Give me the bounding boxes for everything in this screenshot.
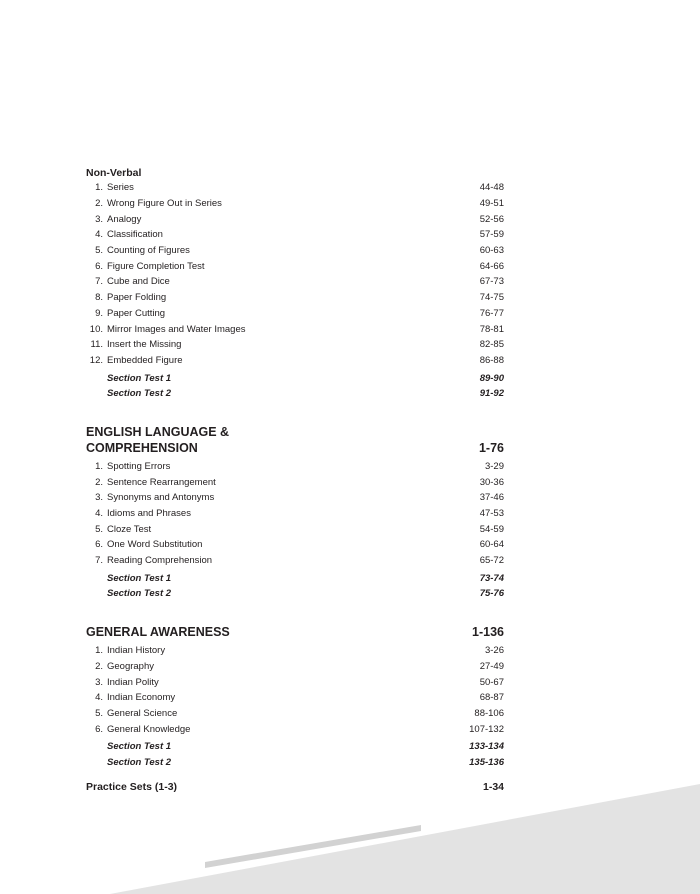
entry-pages: 82-85 xyxy=(479,339,504,351)
entry-title: Paper Folding xyxy=(107,292,167,304)
entry-pages: 76-77 xyxy=(479,307,504,319)
entry-title: Indian Economy xyxy=(107,692,176,704)
entry-number: 3. xyxy=(95,492,103,504)
entry-title: Indian History xyxy=(107,645,166,657)
entry-title: Series xyxy=(107,182,134,194)
entry-title: Paper Cutting xyxy=(107,307,166,319)
entry-pages: 44-48 xyxy=(479,182,504,194)
toc-entry xyxy=(86,706,504,722)
entry-pages: 68-87 xyxy=(479,692,504,704)
section-test-title: Section Test 2 xyxy=(107,388,172,400)
grey-band xyxy=(110,784,700,894)
section-test-pages: 135-136 xyxy=(469,756,504,768)
entry-left xyxy=(86,524,151,535)
entry-pages: 50-67 xyxy=(479,676,504,688)
entry-number: 1. xyxy=(95,182,103,194)
toc-entry xyxy=(86,459,504,475)
entry-title: Classification xyxy=(107,229,163,241)
entry-number: 5. xyxy=(95,245,103,257)
entry-left xyxy=(86,708,177,719)
section-test-title: Section Test 1 xyxy=(107,372,172,384)
entry-title: General Science xyxy=(107,707,178,719)
nonverbal-list xyxy=(86,180,504,368)
section-test-pages: 89-90 xyxy=(479,372,504,384)
entry-left xyxy=(86,555,212,566)
entry-number: 4. xyxy=(95,229,103,241)
entry-title: Indian Polity xyxy=(107,676,159,688)
section-test-entry xyxy=(86,739,504,755)
entry-number: 2. xyxy=(95,660,103,672)
entry-left xyxy=(86,276,170,287)
english-heading-text1: ENGLISH LANGUAGE & xyxy=(86,424,230,439)
entry-pages: 107-132 xyxy=(469,723,504,735)
toc-entry xyxy=(86,196,504,212)
entry-pages: 49-51 xyxy=(479,198,504,210)
entry-pages: 86-88 xyxy=(479,354,504,366)
entry-number: 1. xyxy=(95,460,103,472)
entry-number: 2. xyxy=(95,476,103,488)
general-heading-text: GENERAL AWARENESS xyxy=(86,624,230,639)
toc-entry xyxy=(86,506,504,522)
entry-left xyxy=(86,292,166,303)
toc-entry xyxy=(86,643,504,659)
entry-left xyxy=(86,198,222,209)
toc-entry xyxy=(86,337,504,353)
entry-pages: 65-72 xyxy=(479,555,504,567)
entry-number: 8. xyxy=(95,292,103,304)
section-test-pages: 75-76 xyxy=(479,588,504,600)
general-range: 1-136 xyxy=(472,624,504,639)
toc-entry xyxy=(86,553,504,569)
entry-title: General Knowledge xyxy=(107,723,191,735)
section-test-entry xyxy=(86,386,504,402)
section-test-pages: 73-74 xyxy=(479,572,504,584)
entry-left xyxy=(86,508,191,519)
section-test-entry xyxy=(86,570,504,586)
practice-title: Practice Sets (1-3) xyxy=(86,781,178,794)
entry-left xyxy=(86,461,170,472)
entry-title: Figure Completion Test xyxy=(107,260,205,272)
entry-number: 3. xyxy=(95,213,103,225)
entry-pages: 27-49 xyxy=(479,660,504,672)
toc-entry xyxy=(86,674,504,690)
entry-number: 1. xyxy=(95,645,103,657)
entry-pages: 3-26 xyxy=(484,645,504,657)
entry-left xyxy=(86,355,183,366)
entry-title: Cloze Test xyxy=(107,523,152,535)
entry-number: 9. xyxy=(95,307,103,319)
entry-number: 7. xyxy=(95,555,103,567)
entry-left xyxy=(86,339,181,350)
nonverbal-heading: Non-Verbal xyxy=(86,167,142,179)
toc-entry xyxy=(86,321,504,337)
entry-pages: 3-29 xyxy=(484,460,504,472)
entry-title: Insert the Missing xyxy=(107,339,182,351)
entry-left xyxy=(86,661,154,672)
toc-entry xyxy=(86,659,504,675)
entry-number: 10. xyxy=(89,323,103,335)
entry-left xyxy=(86,245,190,256)
entry-left xyxy=(86,214,141,225)
toc-entry xyxy=(86,258,504,274)
entry-pages: 60-64 xyxy=(479,539,504,551)
entry-title: Analogy xyxy=(107,213,142,225)
entry-number: 6. xyxy=(95,260,103,272)
entry-number: 6. xyxy=(95,539,103,551)
entry-title: Idioms and Phrases xyxy=(107,508,191,520)
toc-entry xyxy=(86,521,504,537)
toc-entry xyxy=(86,180,504,196)
toc-entry xyxy=(86,490,504,506)
entry-number: 2. xyxy=(95,198,103,210)
entry-number: 5. xyxy=(95,523,103,535)
entry-pages: 64-66 xyxy=(479,260,504,272)
entry-left xyxy=(86,261,205,272)
toc-entry xyxy=(86,721,504,737)
section-test-title: Section Test 1 xyxy=(107,572,172,584)
entry-left xyxy=(86,645,165,656)
entry-left xyxy=(86,692,175,703)
entry-left xyxy=(86,492,214,503)
entry-number: 6. xyxy=(95,723,103,735)
entry-number: 4. xyxy=(95,508,103,520)
entry-left xyxy=(86,182,134,193)
entry-pages: 88-106 xyxy=(474,707,504,719)
entry-pages: 74-75 xyxy=(479,292,504,304)
practice-sets-row xyxy=(86,781,504,793)
entry-number: 3. xyxy=(95,676,103,688)
entry-left xyxy=(86,229,163,240)
entry-pages: 30-36 xyxy=(479,476,504,488)
entry-title: Mirror Images and Water Images xyxy=(107,323,246,335)
toc-entry xyxy=(86,537,504,553)
general-list xyxy=(86,643,504,737)
section-test-pages: 91-92 xyxy=(479,388,504,400)
entry-pages: 78-81 xyxy=(479,323,504,335)
entry-title: Reading Comprehension xyxy=(107,555,213,567)
entry-title: Embedded Figure xyxy=(107,354,183,366)
section-test-entry xyxy=(86,370,504,386)
entry-pages: 54-59 xyxy=(479,523,504,535)
english-heading-text2: COMPREHENSION xyxy=(86,440,198,455)
entry-pages: 47-53 xyxy=(479,508,504,520)
toc-entry xyxy=(86,474,504,490)
english-tests xyxy=(86,570,504,601)
nonverbal-tests xyxy=(86,370,504,401)
entry-pages: 67-73 xyxy=(479,276,504,288)
entry-title: Geography xyxy=(107,660,155,672)
general-tests xyxy=(86,739,504,770)
practice-pages: 1-34 xyxy=(482,781,504,794)
entry-left xyxy=(86,724,190,735)
entry-title: Counting of Figures xyxy=(107,245,190,257)
english-heading-line2 xyxy=(86,440,504,456)
entry-number: 12. xyxy=(89,354,103,366)
entry-title: Synonyms and Antonyms xyxy=(107,492,215,504)
general-heading xyxy=(86,624,504,640)
section-test-entry xyxy=(86,586,504,602)
entry-title: One Word Substitution xyxy=(107,539,203,551)
entry-left xyxy=(86,477,216,488)
section-test-title: Section Test 1 xyxy=(107,741,172,753)
section-test-pages: 133-134 xyxy=(469,741,504,753)
entry-title: Sentence Rearrangement xyxy=(107,476,216,488)
entry-left xyxy=(86,324,246,335)
toc-entry xyxy=(86,690,504,706)
entry-title: Spotting Errors xyxy=(107,460,171,472)
entry-number: 11. xyxy=(90,339,103,351)
entry-title: Cube and Dice xyxy=(107,276,170,288)
section-test-entry xyxy=(86,755,504,771)
entry-number: 5. xyxy=(95,707,103,719)
section-test-title: Section Test 2 xyxy=(107,756,172,768)
toc-entry xyxy=(86,306,504,322)
entry-number: 7. xyxy=(95,276,103,288)
entry-number: 4. xyxy=(95,692,103,704)
entry-pages: 52-56 xyxy=(479,213,504,225)
entry-title: Wrong Figure Out in Series xyxy=(107,198,222,210)
table-of-contents xyxy=(86,167,504,793)
entry-pages: 60-63 xyxy=(479,245,504,257)
entry-pages: 37-46 xyxy=(479,492,504,504)
toc-entry xyxy=(86,243,504,259)
entry-left xyxy=(86,308,165,319)
english-list xyxy=(86,459,504,569)
english-heading-line1 xyxy=(86,424,504,440)
toc-entry xyxy=(86,353,504,369)
toc-entry xyxy=(86,211,504,227)
toc-entry xyxy=(86,227,504,243)
entry-pages: 57-59 xyxy=(479,229,504,241)
section-test-title: Section Test 2 xyxy=(107,588,172,600)
toc-entry xyxy=(86,274,504,290)
entry-left xyxy=(86,539,202,550)
entry-left xyxy=(86,677,159,688)
english-range: 1-76 xyxy=(478,440,504,455)
toc-entry xyxy=(86,290,504,306)
